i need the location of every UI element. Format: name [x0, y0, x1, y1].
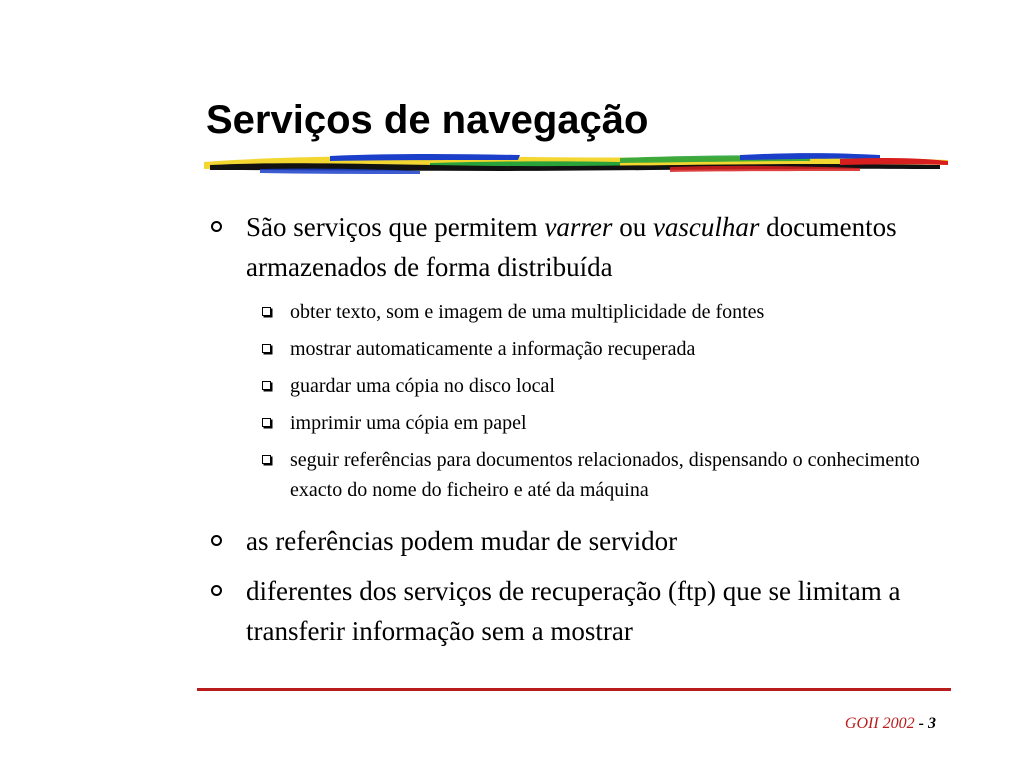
sub-bullet-list	[208, 297, 968, 505]
footer-org: GOII 2002	[844, 715, 915, 732]
square-bullet-icon	[262, 381, 271, 390]
sub-bullet-item: imprimir uma cópia em papel	[208, 408, 968, 438]
footer-separator: -	[914, 715, 928, 732]
slide-title: Serviços de navegação	[206, 98, 649, 142]
sub-bullet-item: guardar uma cópia no disco local	[208, 371, 968, 401]
slide-footer	[845, 715, 936, 733]
square-bullet-icon	[262, 455, 271, 464]
bullet-item: as referências podem mudar de servidor	[208, 521, 968, 561]
hollow-circle-bullet-icon	[211, 535, 222, 546]
hollow-circle-bullet-icon	[211, 221, 222, 232]
bullet-list	[208, 207, 968, 661]
brush-stroke-divider	[200, 150, 952, 184]
square-bullet-icon	[262, 418, 271, 427]
bullet-item: diferentes dos serviços de recuperação (ftp) que se limitam a transferir informação sem a mostrar	[208, 571, 968, 651]
bullet-text-1: São serviços que permitem varrer ou vasculhar documentos armazenados de forma distribuída	[246, 212, 897, 282]
sub-bullet-item: seguir referências para documentos relacionados, dispensando o conhecimento exacto do nome do ficheiro e até da máquina	[208, 445, 968, 505]
square-bullet-icon	[262, 307, 271, 316]
sub-bullet-item: mostrar automaticamente a informação recuperada	[208, 334, 968, 364]
bullet-item	[208, 207, 968, 287]
hollow-circle-bullet-icon	[211, 585, 222, 596]
sub-bullet-item: obter texto, som e imagem de uma multiplicidade de fontes	[208, 297, 968, 327]
footer-divider	[197, 688, 951, 691]
page-number: 3	[928, 715, 936, 732]
square-bullet-icon	[262, 344, 271, 353]
